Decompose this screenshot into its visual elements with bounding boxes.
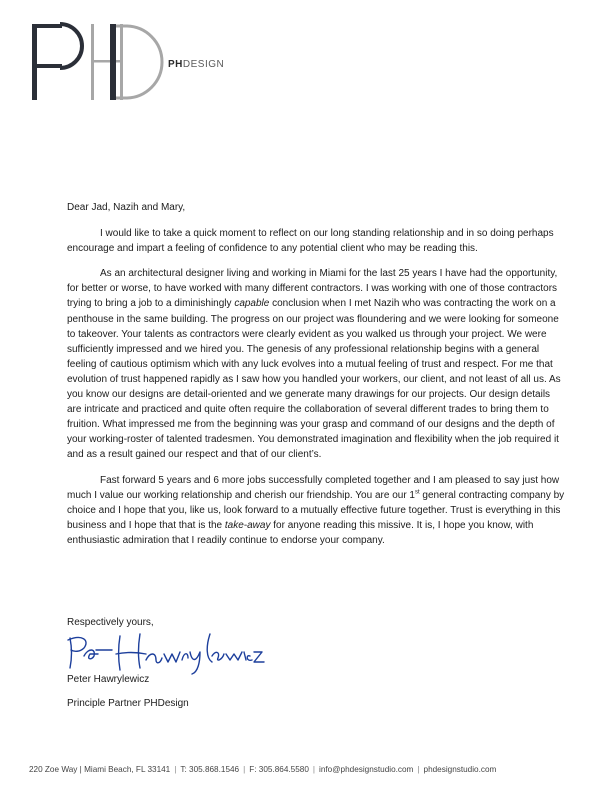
paragraph-3-text-b: general contracting company by choice and I hope that you, like us, look forward to a mutually effective future together. Trust is everything in this business and I hope that that is the (67, 489, 565, 531)
footer-separator: | (312, 765, 316, 774)
footer-phone: T: 305.868.1546 (180, 765, 240, 774)
footer-separator: | (417, 765, 420, 774)
paragraph-3-text-a: Fast forward 5 years and 6 more jobs successfully completed together and I am pleased to say just how much I value our working relationship and cherish our friendship. You are our 1 (67, 474, 560, 501)
signer-name: Peter Hawrylewicz (67, 674, 150, 685)
footer-separator: | (243, 765, 246, 774)
paragraph-3 (67, 473, 567, 548)
signer-title: Principle Partner PHDesign (67, 698, 189, 709)
letterhead-footer (29, 765, 589, 774)
footer-fax: F: 305.864.5580 (249, 765, 309, 774)
signature-icon (60, 630, 270, 676)
letter-body (67, 200, 567, 558)
paragraph-3-text-c: for anyone reading this missive. It is, I hope you know, with enthusiastic admiration that I readily continue to endorse your company. (67, 519, 534, 546)
footer-address: 220 Zoe Way | Miami Beach, FL 33141 (29, 765, 171, 774)
salutation: Dear Jad, Nazih and Mary, (67, 202, 186, 213)
paragraph-3-emphasis: take-away (224, 519, 271, 531)
paragraph-2-emphasis: capable (234, 298, 270, 310)
handwritten-signature (60, 630, 270, 676)
paragraph-2-text-b: conclusion when I met Nazih who was contracting the work on a penthouse in the same building. The progress on our project was floundering and we were looking for someone to takeover. Your talents as contractors were clearly evident as you walked us through your project. We were sufficiently impressed and we hired you. The genesis of any professional relationship begins with a general feeling of cautious optimism which with any luck evolves into a mutual feeling of trust and respect. For me that evolution of trust happened rapidly as I saw how you handled your workers, our client, and not least of all us. As you know our designs are detail-oriented and we generate many drawings for our projects. Our design details are intricate and practiced and quite often require the collaboration of several different trades to bring them to fruition. What impressed me from the beginning was your grasp and command of our designs and the depth of your working-roster of talented tradesmen. You demonstrated imagination and flexibility when the job required it and as a result gained our respect and that of our client’s. (67, 298, 561, 461)
paragraph-2 (67, 266, 567, 462)
brand-name-bold: PH (168, 59, 183, 70)
brand-name-light: DESIGN (182, 59, 225, 70)
footer-website: phdesignstudio.com (423, 765, 497, 774)
footer-email: info@phdesignstudio.com (319, 765, 414, 774)
ordinal-suffix: st (414, 489, 420, 496)
closing: Respectively yours, (67, 617, 154, 628)
footer-separator: | (174, 765, 177, 774)
brand-name (168, 59, 224, 70)
paragraph-2-text-a: As an architectural designer living and working in Miami for the last 25 years I have had the opportunity, for better or worse, to have worked with many different contractors. I was working with one of those contractors trying to bring a job to a diminishingly (67, 268, 558, 310)
paragraph-1: I would like to take a quick moment to reflect on our long standing relationship and in so doing perhaps encourage and impart a feeling of confidence to any potential client who may be reading this. (67, 228, 554, 255)
